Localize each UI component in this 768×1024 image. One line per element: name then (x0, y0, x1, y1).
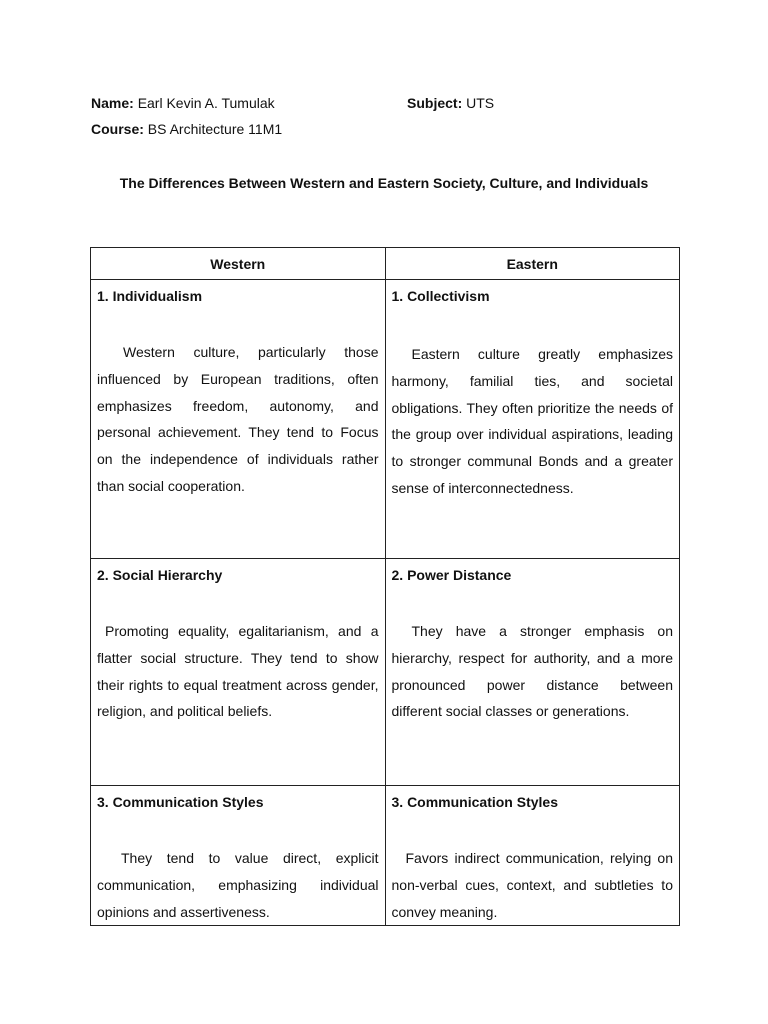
cell-title: 1. Collectivism (391, 288, 490, 304)
table-cell-western (91, 786, 386, 926)
cell-text: They have a stronger emphasis on hierarchy, respect for authority, and a more pronounced power distance between different social classes or generations. (391, 623, 673, 720)
column-header-eastern: Eastern (385, 248, 680, 280)
column-header-western: Western (91, 248, 386, 280)
table-cell-western (91, 559, 386, 786)
cell-text: Eastern culture greatly emphasizes harmony, familial ties, and societal obligations. They often prioritize the needs of the group over individual aspirations, leading to stronger communal Bonds and a greater sense of interconnectedness. (391, 346, 673, 496)
cell-title: 2. Power Distance (391, 567, 512, 583)
cell-text: Western culture, particularly those influenced by European traditions, often emphasizes freedom, autonomy, and personal achievement. They tend to Focus on the independence of individuals rather than social cooperation. (97, 344, 379, 494)
cell-text: Promoting equality, egalitarianism, and a flatter social structure. They tend to show their rights to equal treatment across gender, religion, and political beliefs. (97, 623, 379, 720)
subject-value: UTS (466, 95, 495, 111)
cell-title: 1. Individualism (97, 288, 203, 304)
document-title: The Differences Between Western and Eastern Society, Culture, and Individuals (119, 175, 649, 191)
table-cell-eastern (385, 559, 680, 786)
cell-title: 2. Social Hierarchy (97, 567, 223, 583)
name-value: Earl Kevin A. Tumulak (137, 95, 275, 111)
cell-text: Favors indirect communication, relying on non-verbal cues, context, and subtleties to convey meaning. (391, 850, 673, 920)
name-label: Name: (91, 95, 134, 111)
cell-title: 3. Communication Styles (391, 794, 558, 810)
course-label: Course: (91, 121, 144, 137)
course-value: BS Architecture 11M1 (147, 121, 283, 137)
table-cell-eastern (385, 786, 680, 926)
table-cell-eastern (385, 280, 680, 559)
table-header-row (91, 248, 680, 280)
table-row (91, 786, 680, 926)
table-cell-western (91, 280, 386, 559)
name-line (91, 94, 275, 112)
cell-text: They tend to value direct, explicit communication, emphasizing individual opinions and assertiveness. (97, 850, 379, 920)
table-row (91, 280, 680, 559)
course-line (91, 120, 282, 138)
subject-label: Subject: (407, 95, 463, 111)
cell-title: 3. Communication Styles (97, 794, 264, 810)
comparison-table (90, 247, 680, 926)
subject-line (407, 94, 494, 112)
table-row (91, 559, 680, 786)
